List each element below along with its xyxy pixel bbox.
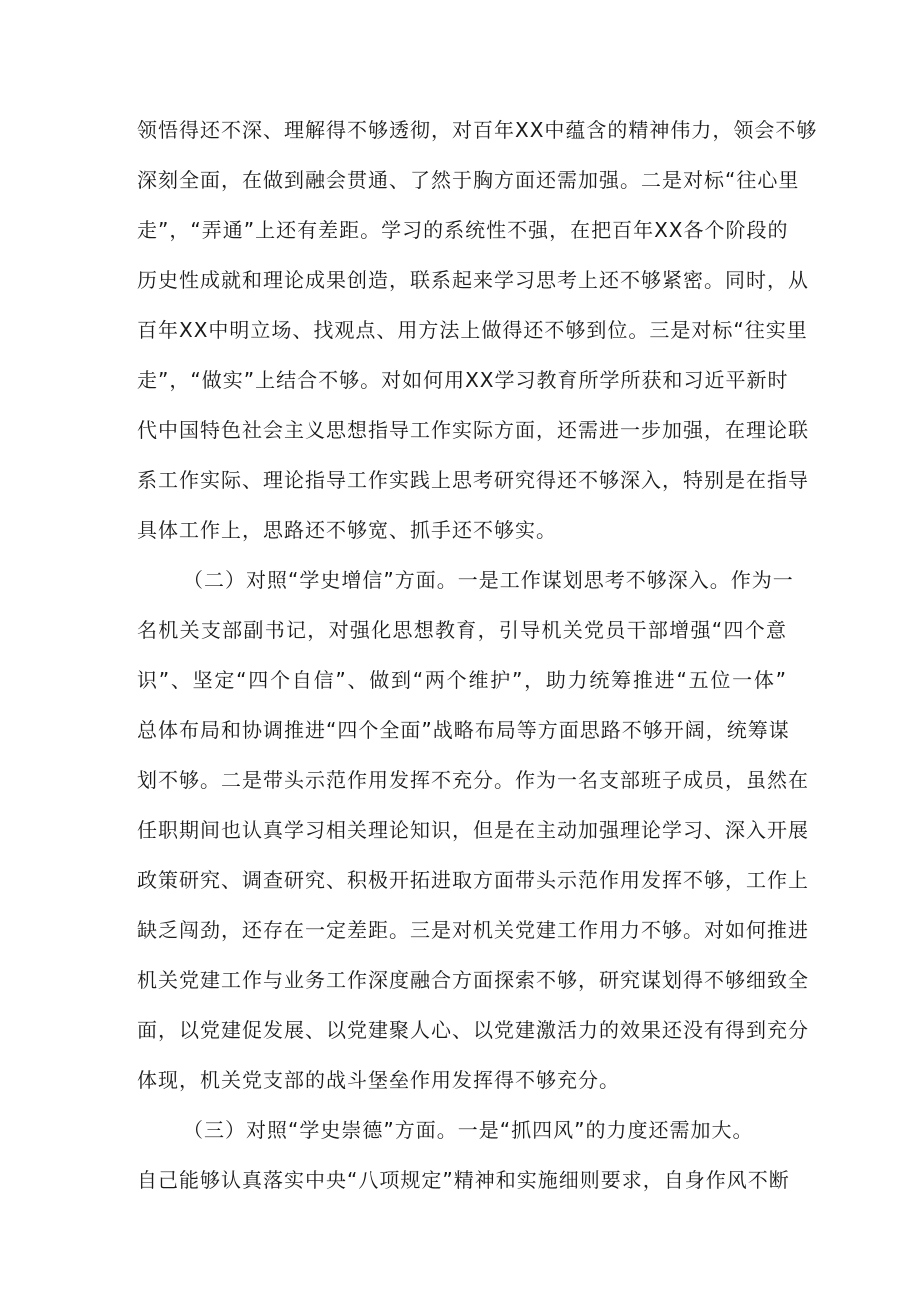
- text-line: 名机关支部副书记，对强化思想教育，引导机关党员干部增强“四个意: [137, 618, 787, 642]
- text-line: 历史性成就和理论成果创造，联系起来学习思考上还不够紧密。同时，从: [137, 268, 809, 292]
- text-line: 自己能够认真落实中央“八项规定”精神和实施细则要求，自身作风不断: [137, 1168, 790, 1192]
- text-line: 任职期间也认真学习相关理论知识，但是在主动加强理论学习、深入开展: [137, 818, 809, 842]
- text-line: 划不够。二是带头示范作用发挥不充分。作为一名支部班子成员，虽然在: [137, 768, 809, 792]
- text-line: 机关党建工作与业务工作深度融合方面探索不够，研究谋划得不够细致全: [137, 968, 809, 992]
- text-line: 政策研究、调查研究、积极开拓进取方面带头示范作用发挥不够，工作上: [137, 868, 809, 892]
- text-line: 体现，机关党支部的战斗堡垒作用发挥得不够充分。: [137, 1068, 620, 1092]
- text-line: 领悟得还不深、理解得不够透彻，对百年XX中蕴含的精神伟力，领会不够: [137, 118, 818, 142]
- paragraph-heading-line: （三）对照“学史崇德”方面。一是“抓四风”的力度还需加大。: [183, 1118, 754, 1142]
- text-line: 百年XX中明立场、找观点、用方法上做得还不够到位。三是对标“往实里: [137, 318, 808, 342]
- text-line: 走”，“做实”上结合不够。对如何用XX学习教育所学所获和习近平新时: [137, 368, 789, 392]
- text-line: 总体布局和协调推进“四个全面”战略布局等方面思路不够开阔，统筹谋: [137, 718, 790, 742]
- text-line: 面，以党建促发展、以党建聚人心、以党建激活力的效果还没有得到充分: [137, 1018, 809, 1042]
- text-line: 走”，“弄通”上还有差距。学习的系统性不强，在把百年XX各个阶段的: [137, 218, 789, 242]
- text-line: 系工作实际、理论指导工作实践上思考研究得还不够深入，特别是在指导: [137, 468, 809, 492]
- text-line: 缺乏闯劲，还存在一定差距。三是对机关党建工作用力不够。对如何推进: [137, 918, 809, 942]
- text-line: 深刻全面，在做到融会贯通、了然于胸方面还需加强。二是对标“往心里: [137, 168, 800, 192]
- text-line: 具体工作上，思路还不够宽、抓手还不够实。: [137, 518, 557, 542]
- paragraph-heading-line: （二）对照“学史增信”方面。一是工作谋划思考不够深入。作为一: [183, 568, 794, 592]
- text-line: 识”、坚定“四个自信”、做到“两个维护”，助力统筹推进“五位一体”: [137, 668, 787, 692]
- text-line: 代中国特色社会主义思想指导工作实际方面，还需进一步加强，在理论联: [137, 418, 809, 442]
